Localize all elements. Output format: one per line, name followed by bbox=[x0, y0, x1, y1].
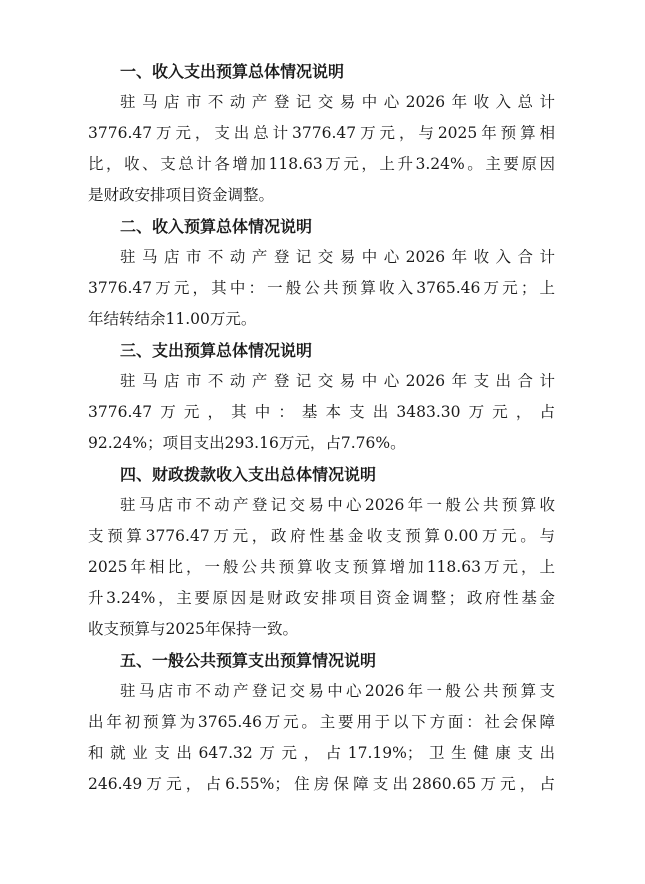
section-paragraph bbox=[88, 490, 555, 645]
document-body bbox=[88, 56, 555, 800]
section-paragraph bbox=[88, 242, 555, 335]
paragraph-line: 比，收、支总计各增加118.63万元，上升3.24%。主要原因 bbox=[88, 155, 555, 173]
paragraph-line: 是财政安排项目资金调整。 bbox=[88, 186, 275, 204]
section-heading: 五、一般公共预算支出预算情况说明 bbox=[120, 651, 377, 670]
paragraph-line: 驻马店市不动产登记交易中心2026年支出合计 bbox=[120, 372, 555, 390]
paragraph-line: 3776.47万元，其中：基本支出3483.30万元，占 bbox=[88, 403, 555, 421]
paragraph-line: 收支预算与2025年保持一致。 bbox=[88, 620, 298, 638]
section-heading: 三、支出预算总体情况说明 bbox=[120, 341, 313, 360]
paragraph-line: 2025年相比，一般公共预算收支预算增加118.63万元，上 bbox=[88, 558, 555, 576]
paragraph-line: 升3.24%，主要原因是财政安排项目资金调整；政府性基金 bbox=[88, 589, 555, 607]
paragraph-line: 支预算3776.47万元，政府性基金收支预算0.00万元。与 bbox=[88, 527, 555, 545]
paragraph-line: 驻马店市不动产登记交易中心2026年收入合计 bbox=[120, 248, 555, 266]
paragraph-line: 246.49万元，占6.55%；住房保障支出2860.65万元，占 bbox=[88, 775, 555, 793]
paragraph-line: 3776.47万元，支出总计3776.47万元，与2025年预算相 bbox=[88, 124, 555, 142]
paragraph-line: 年结转结余11.00万元。 bbox=[88, 310, 257, 328]
section-heading: 四、财政拨款收入支出总体情况说明 bbox=[120, 465, 377, 484]
section-heading: 二、收入预算总体情况说明 bbox=[120, 217, 313, 236]
section-paragraph bbox=[88, 87, 555, 211]
paragraph-line: 92.24%；项目支出293.16万元，占7.76%。 bbox=[88, 434, 406, 452]
section-heading: 一、收入支出预算总体情况说明 bbox=[120, 62, 345, 81]
paragraph-line: 和就业支出647.32万元，占17.19%；卫生健康支出 bbox=[88, 744, 555, 762]
paragraph-line: 驻马店市不动产登记交易中心2026年一般公共预算支 bbox=[120, 682, 555, 700]
paragraph-line: 驻马店市不动产登记交易中心2026年一般公共预算收 bbox=[120, 496, 555, 514]
section-paragraph bbox=[88, 366, 555, 459]
section-paragraph bbox=[88, 676, 555, 800]
paragraph-line: 出年初预算为3765.46万元。主要用于以下方面：社会保障 bbox=[88, 713, 555, 731]
paragraph-line: 3776.47万元，其中：一般公共预算收入3765.46万元；上 bbox=[88, 279, 555, 297]
paragraph-line: 驻马店市不动产登记交易中心2026年收入总计 bbox=[120, 93, 555, 111]
